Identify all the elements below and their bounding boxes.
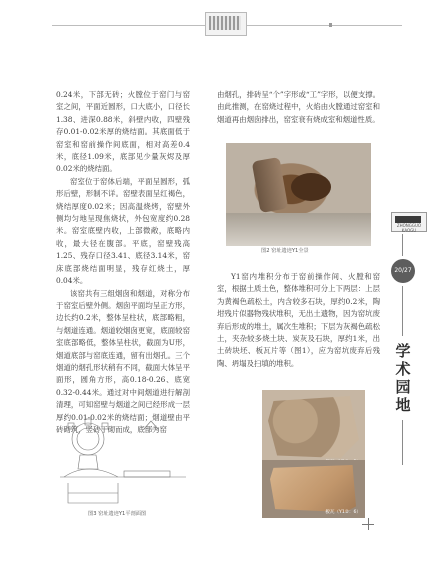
- north-arrow: [144, 421, 158, 429]
- paragraph: Y1窑内堆积分布于窑前操作间、火膛和窑室，根据土质土色，整体堆积可分上下两层：上层为黄褐色疏松土，内含较多石块，厚约0.2米，陶坩残片似器物残状堆积，无出土遗物，因为窑坑废弃后形成的堆土，属次生堆积；下层为灰褐色疏松土，夹杂较多烧土块、炭灰及石块，厚约1米，出土砖块坯、板瓦片等（图1），应为窑坑废弃后残陶、坍塌及扫填的堆积。: [217, 272, 380, 368]
- roof-tile-photo: [262, 460, 365, 518]
- paragraph: 窑室位于窑体后端，平面呈圆形，弧形后壁，形制不详。窑壁表面呈红褐色，烧结厚度0.02米；因高温烧烤，窑壁外侧均匀地呈现焦烧状，外包宽度约0.28米。窑室底壁内收，上部微敞，底略内收，最大径在腹部。平底，窑壁残高1.25、残存口径3.41、底径3.14米，窑床底部烧结面明显，残存红烧土，厚0.04米。: [56, 176, 190, 286]
- header-logo: [205, 12, 247, 36]
- kiln-opening: [291, 173, 331, 201]
- paragraph: 由烟孔，排砖呈“个”字形或“工”字形，以便支撑。由此推测，在窑烧过程中，火焰由火膛通过窑室和烟道再由烟囱排出，窑室衰有烧成室和烟道性质。: [217, 90, 380, 124]
- section-block: [124, 471, 170, 477]
- kiln-floor: [226, 213, 371, 246]
- sidebar-logo-bar: [395, 216, 421, 223]
- roof-tile-fragment: [270, 465, 356, 512]
- firebox-outline: [78, 455, 98, 469]
- kiln-plan-drawing: [58, 417, 190, 507]
- chimney-outline: [102, 423, 108, 429]
- page-number-badge: 20/27: [391, 259, 415, 283]
- kiln-chamber-inner: [77, 428, 99, 450]
- right-text-column-top: [217, 89, 380, 126]
- figure-caption: 图3 窑址遗迹Y1平剖面图: [88, 511, 147, 517]
- roof-tile-fragment: [268, 396, 359, 458]
- kiln-photo: [226, 143, 371, 246]
- chimney-outline: [85, 419, 91, 425]
- column-title-char: 术: [395, 360, 411, 378]
- column-title-char: 学: [395, 342, 411, 360]
- right-text-column-mid: [217, 271, 380, 370]
- sidebar-logo: [391, 212, 427, 232]
- header-rule-marker: [329, 23, 332, 27]
- paragraph: 0.24米，下部无砖；火膛位于窑门与窑室之间，平面近圆形，口大底小，口径长1.38、进深0.88米，斜壁内收，四壁残存0.01-0.02米厚的烧结面。其底面低于窑室和窑前操作间底面，相对高差0.4米，底径1.09米，底部见少量灰烬及厚0.02米的烧结面。: [56, 90, 190, 174]
- photo-label: 板瓦（Y1②：6）: [325, 510, 361, 515]
- section-profile: [64, 469, 118, 477]
- sidebar-divider: [402, 420, 403, 465]
- column-title: [392, 342, 414, 414]
- sidebar-logo-text: ZHONGGUO KAOGU: [396, 223, 422, 233]
- left-text-column: [56, 89, 190, 436]
- roof-tile-photo: [262, 390, 365, 468]
- sidebar-divider: [402, 286, 403, 336]
- registration-mark: [368, 518, 369, 530]
- column-title-char: 地: [395, 396, 411, 414]
- paragraph: 该窑共有三组烟囱和烟道，对称分布于窑室后壁外侧。烟囱平面均呈正方形，边长约0.2米，整体呈柱状，底部略粗，与烟道连通。烟道较烟囱更宽，底面较窑室底部略低，整体呈柱状，截面为U形，烟道底部与窑底连通，留有出烟孔。三个烟道的烟孔形状稍有不同，截面大体呈平面形，圆角方形，高0.18-0.26、底宽0.32-0.44米。通过对中间烟道进行解剖清理，可知窑壁与烟道之间已经形成一层厚约0.01-0.02米的烧结面；烟道壁由平砖砌筑，竖砖丁砌而成，底部为窑: [56, 288, 190, 434]
- logo-graphic: [209, 16, 241, 30]
- chimney-outline: [68, 423, 74, 429]
- column-title-char: 园: [395, 378, 411, 396]
- figure-caption: 图2 窑址遗迹Y1全景: [261, 248, 309, 254]
- sidebar-divider: [402, 234, 403, 256]
